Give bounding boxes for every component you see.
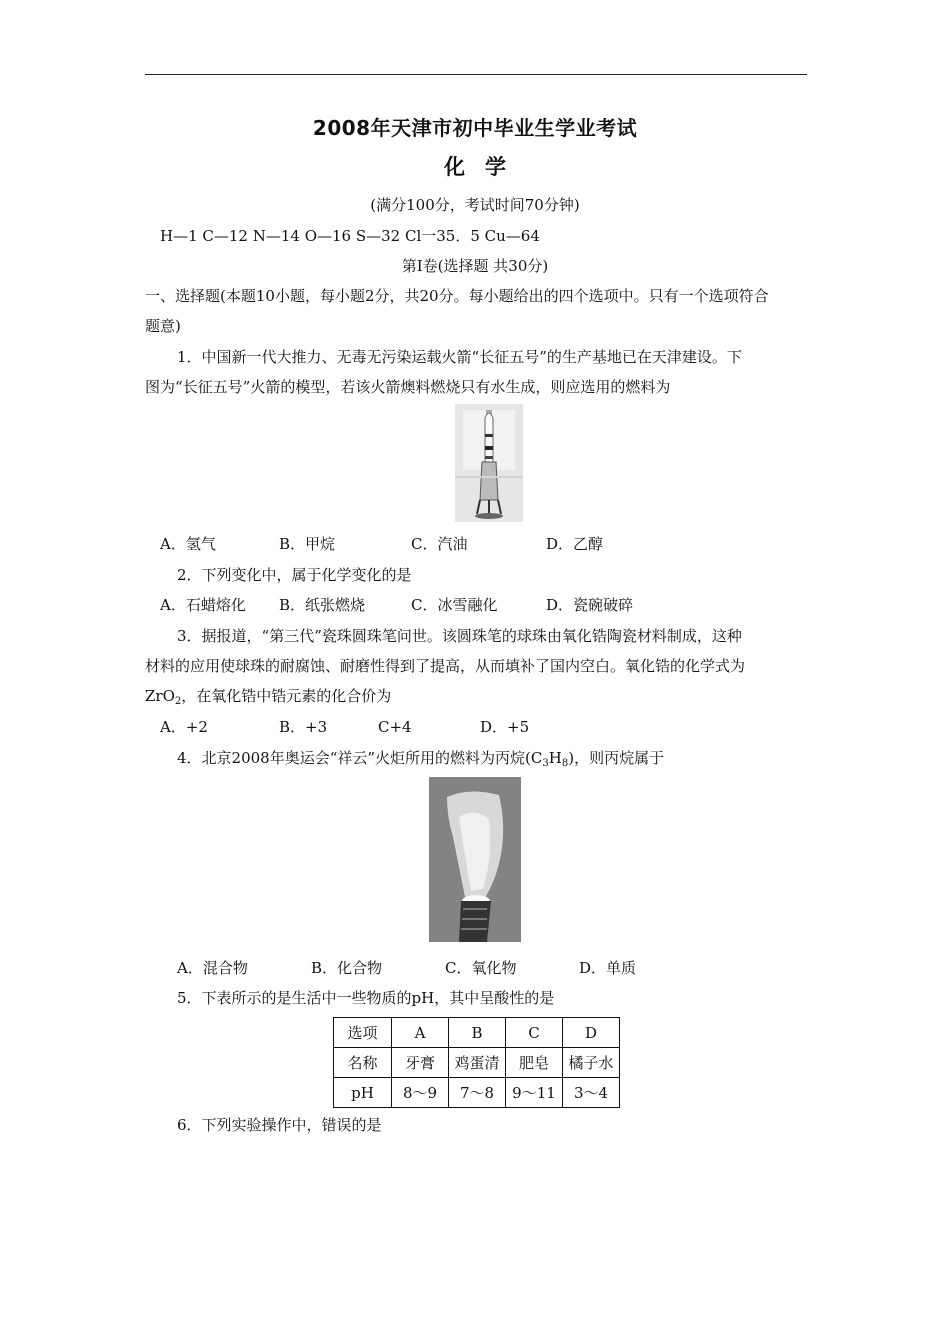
q4-stem: 4．北京2008年奥运会“祥云”火炬所用的燃料为丙烷$(C_3H_8)$，则丙烷属于 — [177, 749, 665, 769]
intro-line-1: 一、选择题(本题10小题，每小题2分，共20分。每小题给出的四个选项中。只有一个选项符合 — [145, 287, 769, 305]
q6-stem: 6．下列实验操作中，错误的是 — [177, 1116, 382, 1134]
table-cell: 8～9 — [392, 1078, 449, 1108]
subject-title: 化学 — [444, 155, 526, 179]
table-row — [334, 1018, 620, 1048]
table-cell: 橘子水 — [563, 1048, 620, 1078]
table-row — [334, 1078, 620, 1108]
q2-option-b: B．纸张燃烧 — [279, 596, 366, 614]
section-title: 第Ⅰ卷(选择题 共30分) — [401, 257, 549, 275]
q4-option-a: A．混合物 — [177, 959, 248, 977]
q1-option-b: B．甲烷 — [279, 535, 336, 553]
q2-option-c: C．冰雪融化 — [411, 596, 498, 614]
table-cell: D — [563, 1018, 620, 1048]
q1-option-c: C．汽油 — [411, 535, 468, 553]
q2-stem: 2．下列变化中，属于化学变化的是 — [177, 566, 412, 584]
ph-table — [333, 1017, 620, 1108]
table-row — [334, 1048, 620, 1078]
q1-line-2: 图为“长征五号”火箭的模型，若该火箭燠料燃烧只有水生成，则应选用的燃料为 — [145, 378, 671, 396]
rocket-model-image — [455, 404, 523, 522]
q3-option-b: B．+3 — [279, 718, 328, 736]
q5-stem: 5．下表所示的是生活中一些物质的pH，其中呈酸性的是 — [177, 989, 555, 1007]
q4-option-b: B．化合物 — [311, 959, 383, 977]
q3-option-a: A．+2 — [160, 718, 208, 736]
header-rule — [145, 74, 807, 75]
table-cell: 名称 — [334, 1048, 392, 1078]
exam-title: 2008年天津市初中毕业生学业考试 — [312, 116, 638, 140]
q1-option-a: A．氢气 — [160, 535, 216, 553]
q3-line-3: ZrO$_2$，在氧化锆中锆元素的化合价为 — [145, 687, 392, 707]
q4-option-c: C．氧化物 — [445, 959, 517, 977]
q3-line-1: 3．据报道，“第三代”瓷珠圆珠笔问世。该圆珠笔的球珠由氧化锆陶瓷材料制成，这种 — [177, 627, 742, 645]
q2-option-a: A．石蜡熔化 — [160, 596, 246, 614]
table-cell: pH — [334, 1078, 392, 1108]
q3-option-c: C+4 — [378, 718, 412, 736]
table-cell: 3～4 — [563, 1078, 620, 1108]
table-cell: B — [449, 1018, 506, 1048]
torch-image — [429, 777, 521, 942]
table-cell: 9～11 — [506, 1078, 563, 1108]
exam-info: (满分100分，考试时间70分钟) — [370, 196, 580, 214]
q3-line-2: 材料的应用使球珠的耐腐蚀、耐磨性得到了提高，从而填补了国内空白。氧化锆的化学式为 — [145, 657, 746, 675]
q1-option-d: D．乙醇 — [546, 535, 604, 553]
table-cell: 选项 — [334, 1018, 392, 1048]
atomic-masses: H—1 C—12 N—14 O—16 S—32 Cl一35．5 Cu—64 — [160, 227, 540, 245]
q4-option-d: D．单质 — [579, 959, 637, 977]
q1-line-1: 1．中国新一代大推力、无毒无污染运载火箭“长征五号”的生产基地已在天津建设。下 — [177, 348, 742, 366]
q2-option-d: D．瓷碗破碎 — [546, 596, 634, 614]
q3-option-d: D．+5 — [480, 718, 530, 736]
intro-line-2: 题意) — [145, 317, 181, 335]
table-cell: C — [506, 1018, 563, 1048]
table-cell: 7～8 — [449, 1078, 506, 1108]
table-cell: 牙膏 — [392, 1048, 449, 1078]
table-cell: 鸡蛋清 — [449, 1048, 506, 1078]
table-cell: A — [392, 1018, 449, 1048]
table-cell: 肥皂 — [506, 1048, 563, 1078]
